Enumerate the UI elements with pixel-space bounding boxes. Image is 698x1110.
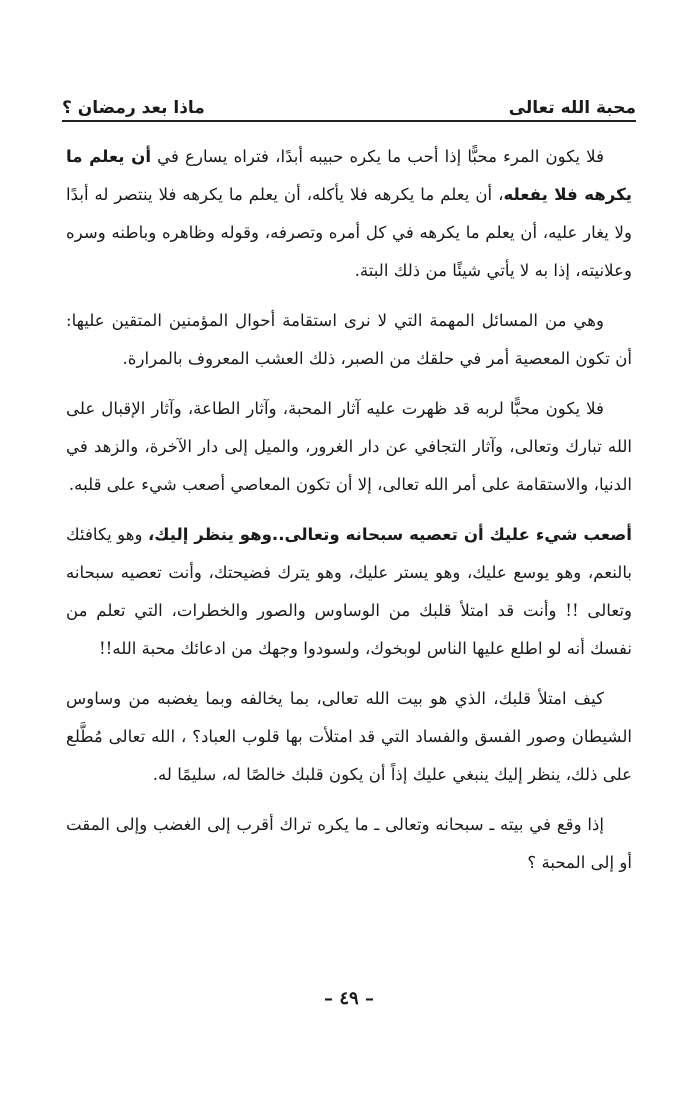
- chapter-title: محبة الله تعالى: [508, 98, 636, 118]
- text-segment: وهو يكافئك بالنعم، وهو يوسع عليك، وهو يستر عليك، وهو يترك فضيحتك، وأنت تعصيه سبحانه وتعالى !! وأنت قد امتلأ قلبك من الوساوس والصور والخطرات، التي تعلم من نفسك أنه لو اطلع عليها الناس لوبخوك، ولسودوا وجهك من ادعائك محبة الله!!: [66, 525, 632, 658]
- page-header: [62, 78, 636, 118]
- text-segment: إذا وقع في بيته ـ سبحانه وتعالى ـ ما يكره تراك أقرب إلى الغضب وإلى المقت أو إلى المحبة ؟: [66, 815, 632, 872]
- header-divider: [62, 120, 636, 122]
- bold-text-segment: أصعب شيء عليك أن تعصيه سبحانه وتعالى..وهو ينظر إليك،: [147, 525, 632, 544]
- text-segment: فلا يكون المرء محبًّا إذا أحب ما يكره حبيبه أبدًا، فتراه يسارع في: [151, 147, 604, 166]
- page-number: – ٤٩ –: [324, 988, 374, 1009]
- paragraph: [66, 806, 632, 882]
- body-text: [66, 138, 632, 894]
- text-segment: وهي من المسائل المهمة التي لا نرى استقامة أحوال المؤمنين المتقين عليها: أن تكون المعصية أمر في حلقك من الصبر، ذلك العشب المعروف بالمرارة.: [66, 311, 632, 368]
- text-segment: فلا يكون محبًّا لربه قد ظهرت عليه آثار المحبة، وآثار الطاعة، وآثار الإقبال على الله تبارك وتعالى، وآثار التجافي عن دار الغرور، والميل إلى دار الآخرة، والزهد في الدنيا، والاستقامة على أمر الله تعالى، إلا أن تكون المعاصي أصعب شيء على قلبه.: [66, 399, 632, 494]
- paragraph: [66, 138, 632, 290]
- paragraph: [66, 302, 632, 378]
- paragraph: [66, 516, 632, 668]
- paragraph: [66, 390, 632, 504]
- text-segment: كيف امتلأ قلبك، الذي هو بيت الله تعالى، بما يخالفه وبما يغضبه من وساوس الشيطان وصور الفسق والفساد التي قد امتلأت بها قلوب العباد؟ ، الله تعالى مُطَّلع على ذلك، ينظر إليك ينبغي عليك إذاً أن يكون قلبك خالصًا له، سليمًا له.: [66, 689, 632, 784]
- book-title: ماذا بعد رمضان ؟: [62, 98, 205, 118]
- text-segment: ، أن يعلم ما يكرهه فلا يأكله، أن يعلم ما يكرهه فلا ينتصر له أبدًا ولا يغار عليه، أن يعلم ما يكرهه في كل أمره وتصرفه، وقوله وظاهره وباطنه وسره وعلانيته، إذا به لا يأتي شيئًا من ذلك البتة.: [66, 185, 632, 280]
- bold-text-segment: أن يعلم ما يكرهه فلا يفعله: [66, 147, 632, 204]
- paragraph: [66, 680, 632, 794]
